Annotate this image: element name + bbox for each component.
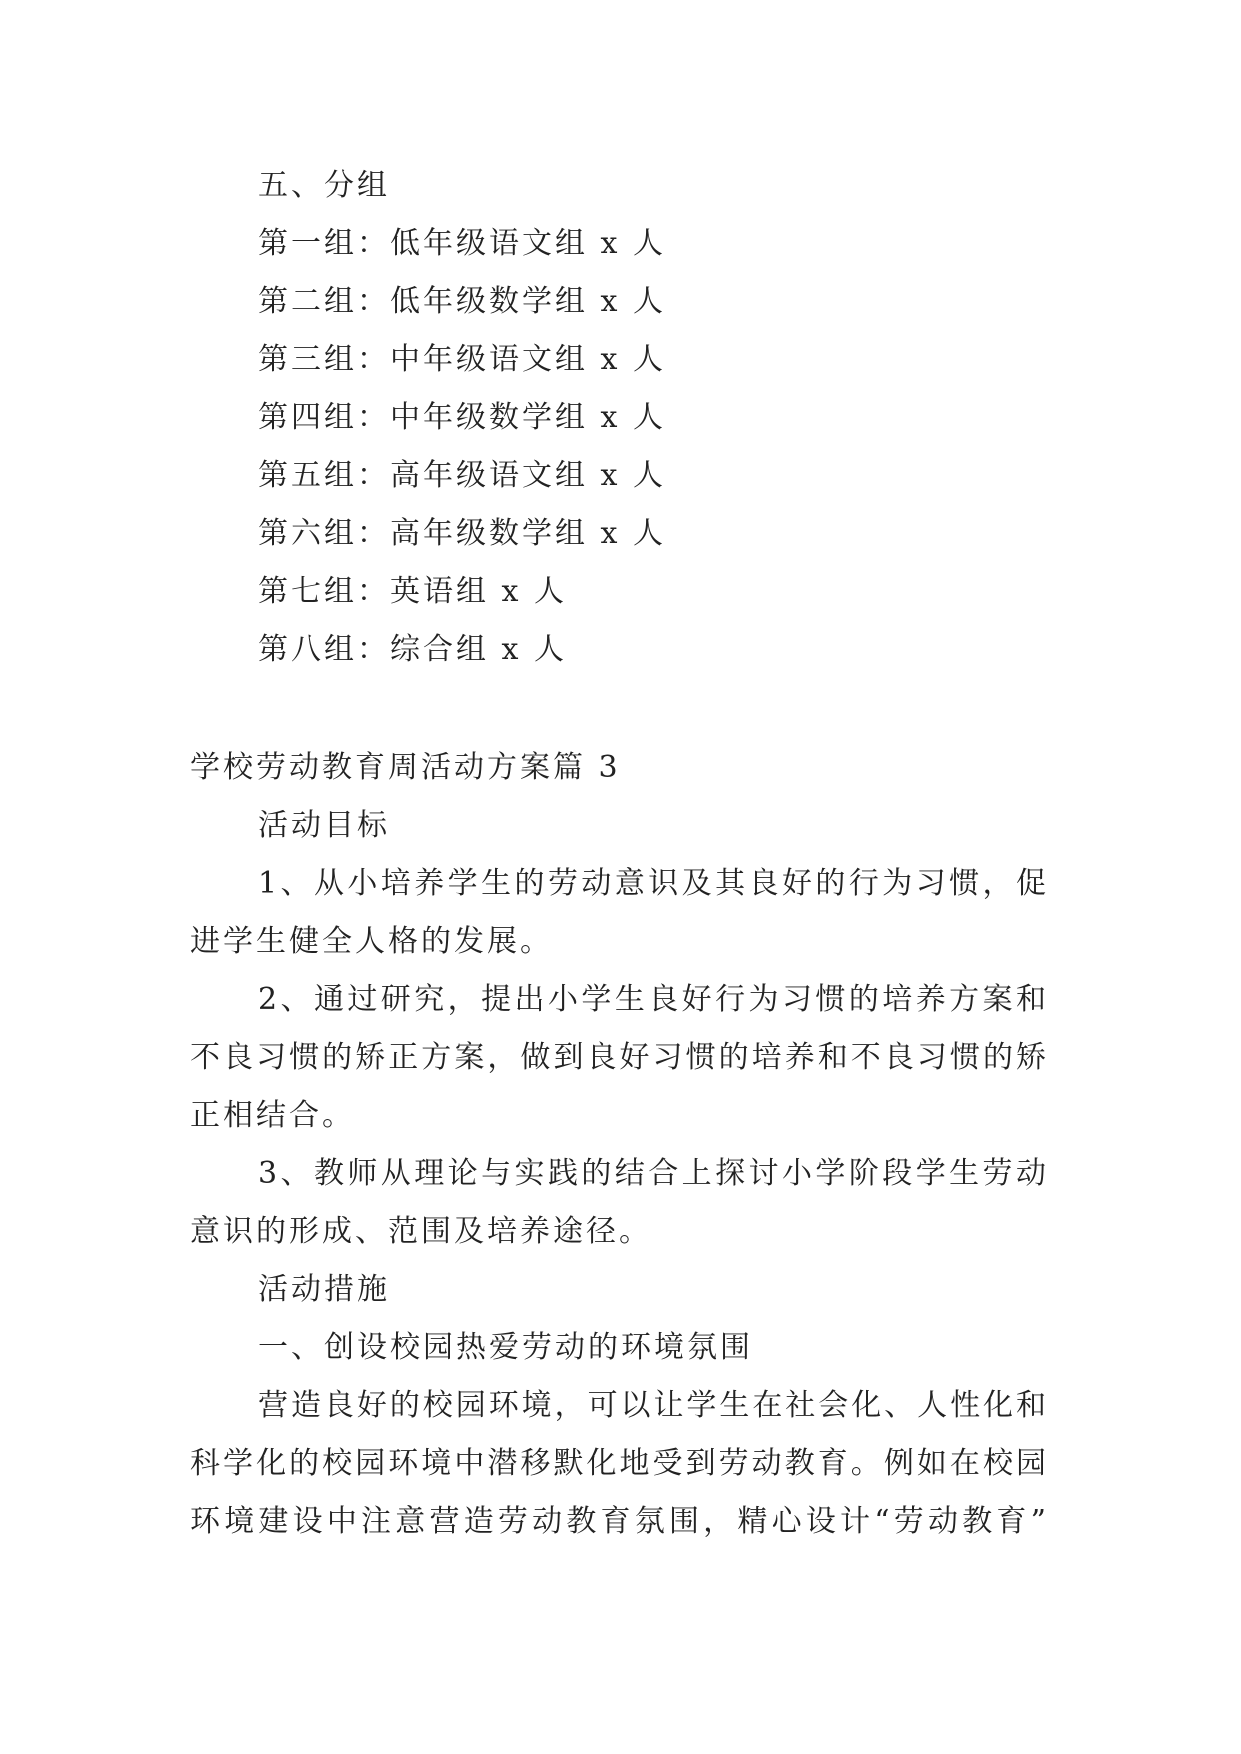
goal-3-line-1: 3、教师从理论与实践的结合上探讨小学阶段学生劳动 bbox=[258, 1156, 1046, 1191]
paragraph-line-3: 环境建设中注意营造劳动教育氛围，精心设计“劳动教育” bbox=[190, 1504, 1046, 1539]
goal-2-line-2: 不良习惯的矫正方案，做到良好习惯的培养和不良习惯的矫 bbox=[190, 1040, 1046, 1075]
goal-2-line-3: 正相结合。 bbox=[190, 1098, 355, 1133]
article-title: 学校劳动教育周活动方案篇 3 bbox=[190, 750, 621, 785]
goal-2-line-1: 2、通过研究，提出小学生良好行为习惯的培养方案和 bbox=[258, 982, 1046, 1017]
paragraph-line-2: 科学化的校园环境中潜移默化地受到劳动教育。例如在校园 bbox=[190, 1446, 1046, 1481]
goal-1-line-2: 进学生健全人格的发展。 bbox=[190, 924, 553, 959]
group-item-6: 第六组：高年级数学组 x 人 bbox=[258, 516, 666, 551]
group-item-5: 第五组：高年级语文组 x 人 bbox=[258, 458, 666, 493]
group-item-3: 第三组：中年级语文组 x 人 bbox=[258, 342, 666, 377]
measure-1-heading: 一、创设校园热爱劳动的环境氛围 bbox=[258, 1330, 753, 1365]
goal-3-line-2: 意识的形成、范围及培养途径。 bbox=[190, 1214, 652, 1249]
goal-1-line-1: 1、从小培养学生的劳动意识及其良好的行为习惯，促 bbox=[258, 866, 1046, 901]
group-item-2: 第二组：低年级数学组 x 人 bbox=[258, 284, 666, 319]
group-item-1: 第一组：低年级语文组 x 人 bbox=[258, 226, 666, 261]
group-item-7: 第七组：英语组 x 人 bbox=[258, 574, 567, 609]
paragraph-line-1: 营造良好的校园环境，可以让学生在社会化、人性化和 bbox=[258, 1388, 1046, 1423]
group-item-8: 第八组：综合组 x 人 bbox=[258, 632, 567, 667]
group-item-4: 第四组：中年级数学组 x 人 bbox=[258, 400, 666, 435]
goals-heading: 活动目标 bbox=[258, 808, 390, 843]
section-heading: 五、分组 bbox=[258, 168, 390, 203]
measures-heading: 活动措施 bbox=[258, 1272, 390, 1307]
